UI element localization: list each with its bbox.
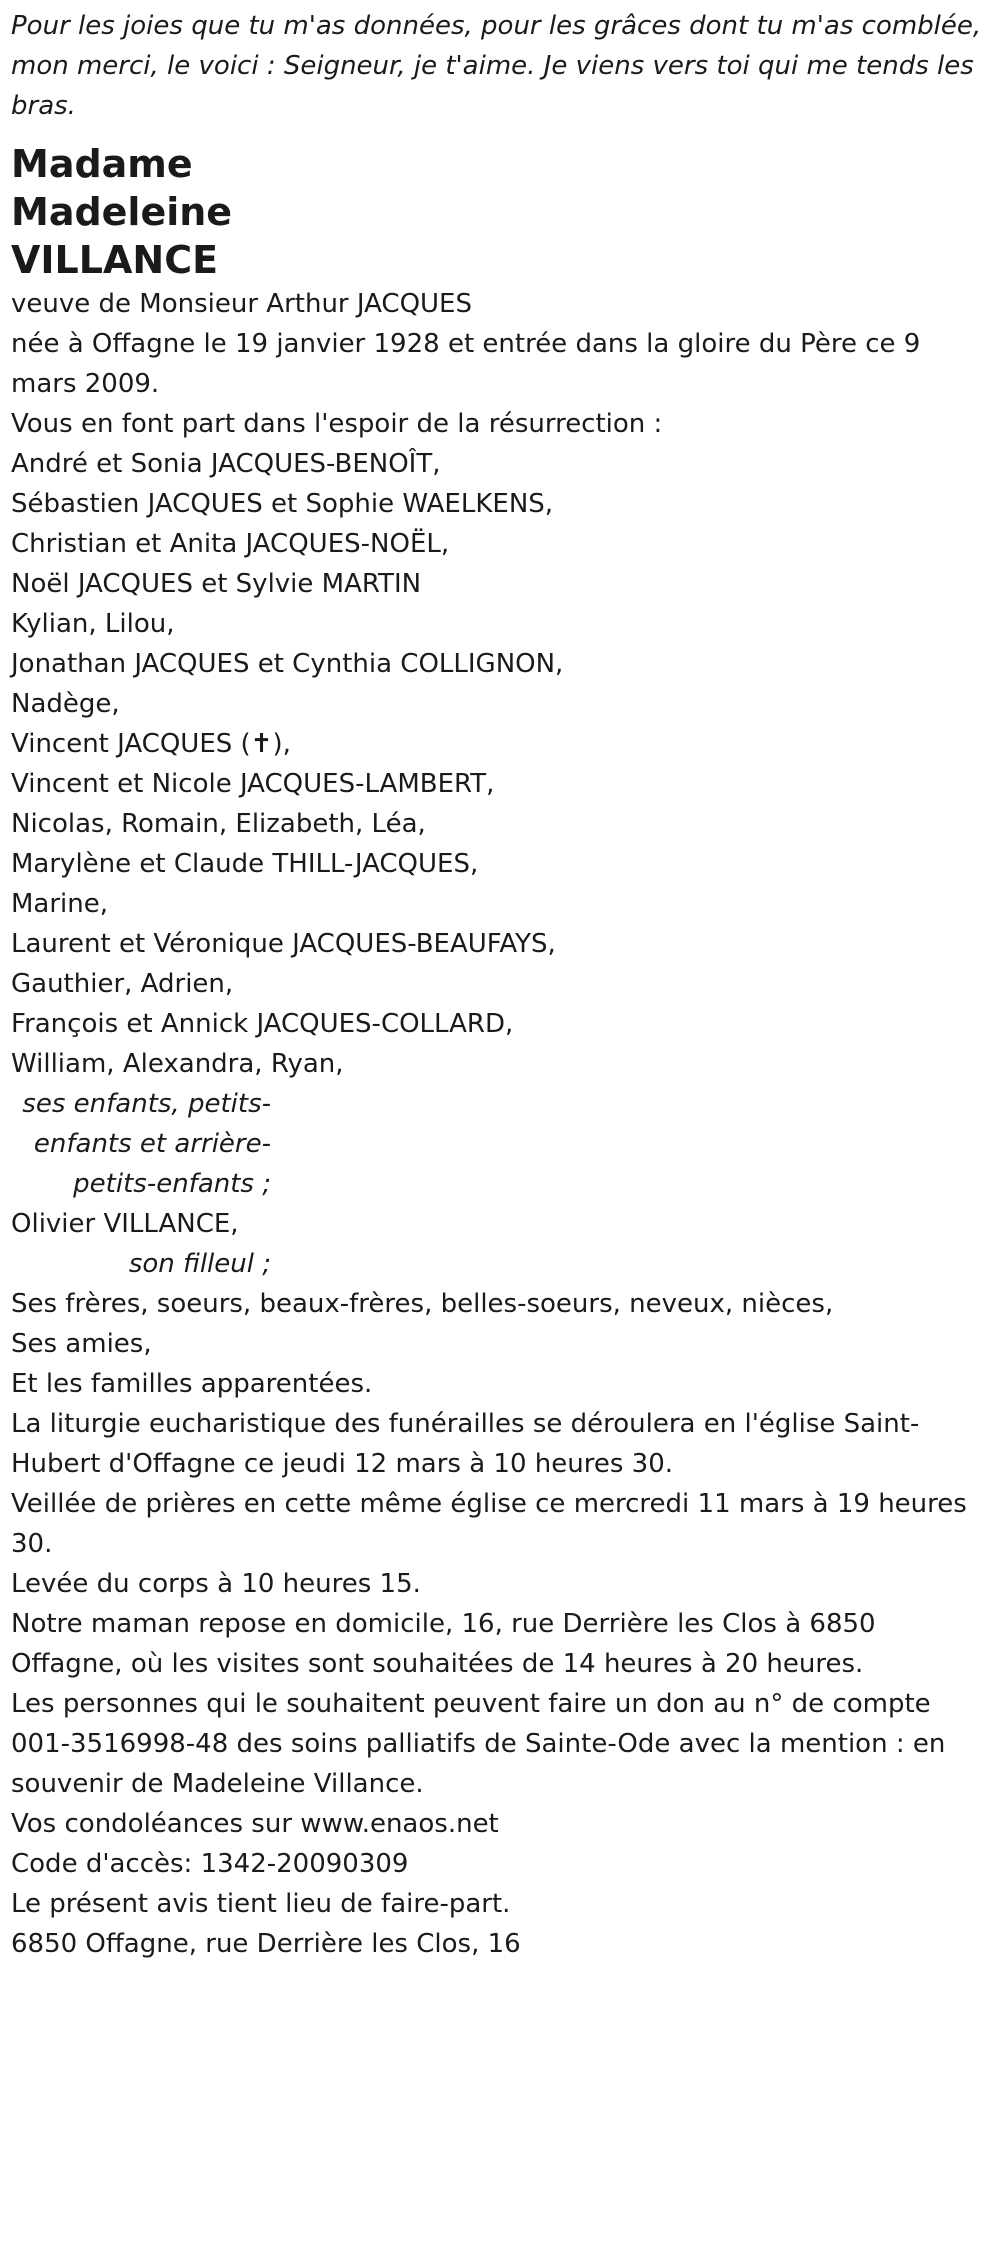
levee-info: Levée du corps à 10 heures 15. [11,1569,421,1599]
list-item: Et les familles apparentées. [11,1369,373,1399]
deceased-first-name: Madeleine [11,190,233,234]
list-item: Ses frères, soeurs, beaux-frères, belles-soeurs, neveux, nièces, [11,1289,834,1319]
vigil-info: Veillée de prières en cette même église ce mercredi 11 mars à 19 heures 30. [11,1489,967,1559]
list-item: Nadège, [11,689,120,719]
condolences-info: Vos condoléances sur www.enaos.net [11,1809,499,1839]
godson-role: son filleul ; [128,1249,271,1279]
announcement: Vous en font part dans l'espoir de la résurrection : [11,409,663,439]
quote-line-1: Pour les joies que tu m'as données, pour les grâces dont tu m'as comblée, [11,11,982,41]
list-item: Sébastien JACQUES et Sophie WAELKENS, [11,489,554,519]
extended-family [11,1284,989,1404]
list-item: Nicolas, Romain, Elizabeth, Léa, [11,809,426,839]
list-item: Vincent JACQUES (✝), [11,729,291,759]
list-item: Vincent et Nicole JACQUES-LAMBERT, [11,769,495,799]
obituary-notice [11,6,989,1964]
quote-line-2: mon merci, le voici : Seigneur, je t'aime. Je viens vers toi qui me tends les bras. [11,51,974,121]
list-item: Gauthier, Adrien, [11,969,234,999]
list-item: Marine, [11,889,109,919]
widow-of: veuve de Monsieur Arthur JACQUES [11,289,472,319]
children-role: ses enfants, petits-enfants et arrière-petits-enfants ; [22,1089,271,1199]
donation-info: Les personnes qui le souhaitent peuvent faire un don au n° de compte 001-3516998-48 des soins palliatifs de Sainte-Ode avec la mention : en souvenir de Madeleine Villance. [11,1689,946,1799]
list-item: Marylène et Claude THILL-JACQUES, [11,849,479,879]
access-code: Code d'accès: 1342-20090309 [11,1849,409,1879]
address: 6850 Offagne, rue Derrière les Clos, 16 [11,1929,521,1959]
notice-text: Le présent avis tient lieu de faire-part. [11,1889,511,1919]
children-list [11,444,989,1084]
list-item: Ses amies, [11,1329,152,1359]
rest-info: Notre maman repose en domicile, 16, rue Derrière les Clos à 6850 Offagne, où les visites sont souhaitées de 14 heures à 20 heures. [11,1609,876,1679]
godson-name: Olivier VILLANCE, [11,1209,239,1239]
deceased-name [11,140,989,284]
list-item: Kylian, Lilou, [11,609,175,639]
list-item: André et Sonia JACQUES-BENOÎT, [11,449,441,479]
list-item: Jonathan JACQUES et Cynthia COLLIGNON, [11,649,564,679]
list-item: Christian et Anita JACQUES-NOËL, [11,529,450,559]
list-item: François et Annick JACQUES-COLLARD, [11,1009,514,1039]
deceased-last-name: VILLANCE [11,238,219,282]
liturgy-info: La liturgie eucharistique des funérailles se déroulera en l'église Saint-Hubert d'Offagne ce jeudi 12 mars à 10 heures 30. [11,1409,920,1479]
list-item: William, Alexandra, Ryan, [11,1049,344,1079]
list-item: Noël JACQUES et Sylvie MARTIN [11,569,422,599]
birth-death-dates: née à Offagne le 19 janvier 1928 et entrée dans la gloire du Père ce 9 mars 2009. [11,329,921,399]
deceased-title: Madame [11,142,193,186]
list-item: Laurent et Véronique JACQUES-BEAUFAYS, [11,929,556,959]
